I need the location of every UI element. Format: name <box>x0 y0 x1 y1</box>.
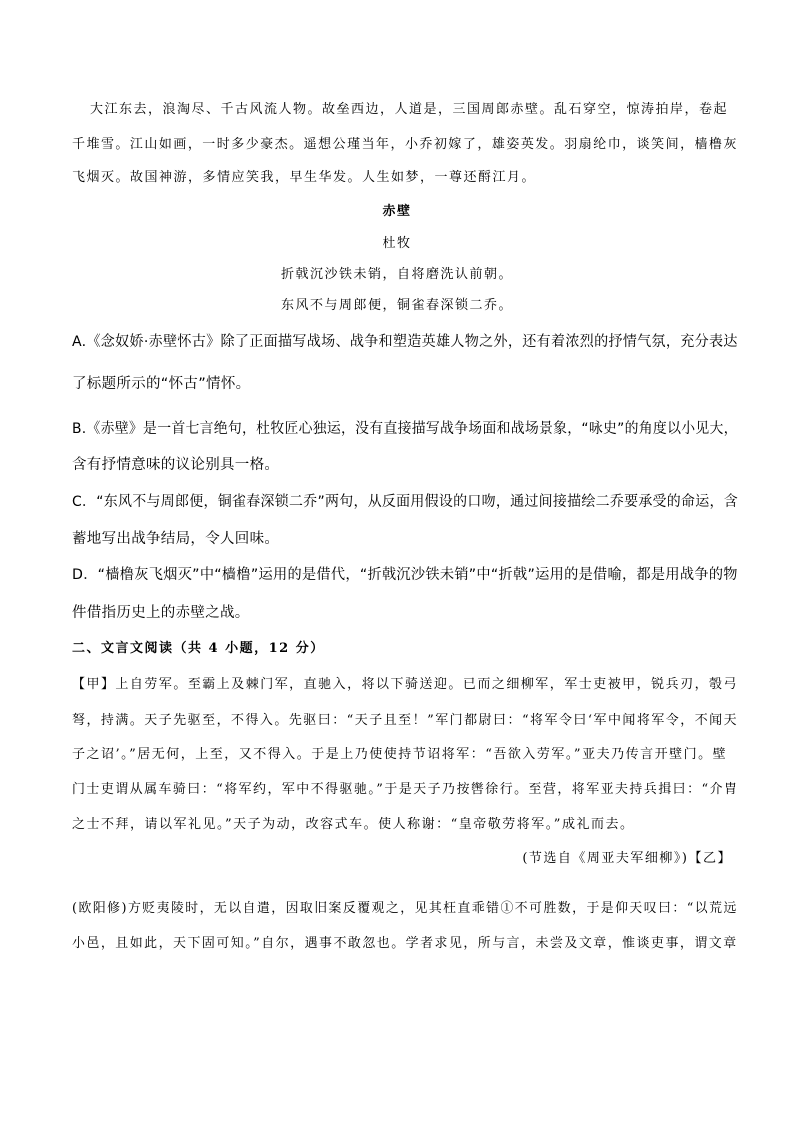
option-a-line: 了标题所示的“怀古”情怀。 <box>72 376 251 392</box>
passage-line: 小邑，且如此，天下固可知。”自尔，遇事不敢忽也。学者求见，所与言，未尝及文章，惟谈吏事，谓文章 <box>72 936 738 951</box>
poem-author: 杜牧 <box>382 236 412 251</box>
option-b-line: 含有抒情意味的议论别具一格。 <box>72 457 280 473</box>
passage-line: (欧阳修)方贬夷陵时，无以自遣，因取旧案反覆观之，见其枉直乖错①不可胜数，于是仰天叹曰：“以荒远 <box>72 901 738 916</box>
option-d-line: 件借指历史上的赤壁之战。 <box>72 605 250 621</box>
option-d-line: D．“樯橹灰飞烟灭”中“樯橹”运用的是借代，“折戟沉沙铁未销”中“折戟”运用的是借喻，都是用战争的物 <box>72 567 738 583</box>
poem-line: 折戟沉沙铁未销，自将磨洗认前朝。 <box>280 267 513 282</box>
poem-line: 飞烟灭。故国神游，多情应笑我，早生华发。人生如梦，一尊还酹江月。 <box>72 170 537 185</box>
passage-line: 【甲】上自劳军。至霸上及棘门军，直驰入，将以下骑送迎。已而之细柳军，军士吏被甲，锐兵刃，彀弓 <box>72 677 739 692</box>
poem-line: 千堆雪。江山如画，一时多少豪杰。遥想公瑾当年，小乔初嫁了，雄姿英发。羽扇纶巾，谈笑间，樯橹灰 <box>72 137 739 152</box>
passage-source: (节选自《周亚夫军细柳》)【乙】 <box>522 851 732 866</box>
passage-line: 子之诏’。”居无何，上至，又不得入。于是上乃使使持节诏将军：“吾欲入劳军。”亚夫乃传言开壁门。壁 <box>72 747 728 762</box>
section-heading: 二、文言文阅读（共 4 小题，12 分） <box>72 641 325 656</box>
passage-line: 之士不拜，请以军礼见。”天子为动，改容式车。使人称谢：“皇帝敬劳将军。”成礼而去。 <box>72 817 635 832</box>
option-a-line: A.《念奴娇·赤壁怀古》除了正面描写战场、战争和塑造英雄人物之外，还有着浓烈的抒情气氛，充分表达 <box>72 334 738 350</box>
poem-line: 大江东去，浪淘尽、千古风流人物。故垒西边，人道是，三国周郎赤壁。乱石穿空，惊涛拍岸，卷起 <box>90 102 729 117</box>
option-c-line: 蓄地写出战争结局，令人回味。 <box>72 531 280 547</box>
option-b-line: B.《赤壁》是一首七言绝句，杜牧匠心独运，没有直接描写战争场面和战场景象，“咏史”的角度以小见大， <box>72 421 738 437</box>
poem-line: 东风不与周郎便，铜雀春深锁二乔。 <box>280 298 513 313</box>
passage-line: 弩，持满。天子先驱至，不得入。先驱曰：“天子且至！”军门都尉曰：“将军令曰‘军中闻将军令，不闻天 <box>72 713 739 728</box>
option-c-line: C．“东风不与周郎便，铜雀春深锁二乔”两句，从反面用假设的口吻，通过间接描绘二乔要承受的命运，含 <box>72 494 739 510</box>
poem-title: 赤壁 <box>382 204 412 219</box>
passage-line: 门士吏谓从属车骑曰：“将军约，军中不得驱驰。”于是天子乃按辔徐行。至营，将军亚夫持兵揖曰：“介胄 <box>72 782 739 797</box>
